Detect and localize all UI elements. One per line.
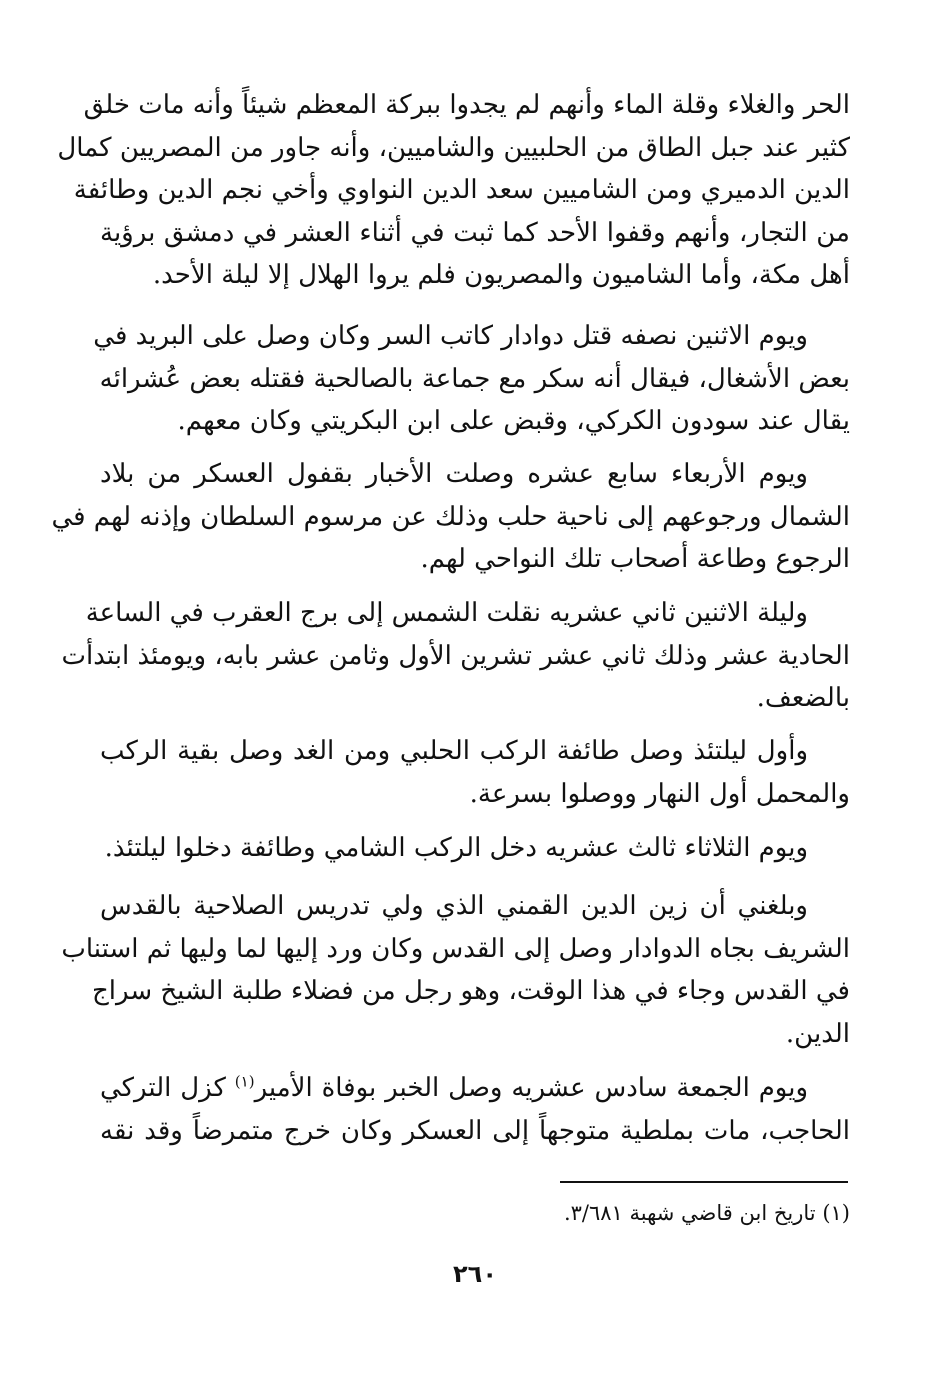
paragraph-2: [93, 315, 850, 443]
page-number: ٢٦٠: [453, 1260, 497, 1288]
text-line: كثير عند جبل الطاق من الحلبيين والشاميين، وأنه جاور من المصريين كمال: [57, 132, 850, 163]
text-line: أهل مكة، وأما الشاميون والمصريون فلم يروا الهلال إلا ليلة الأحد.: [152, 260, 850, 290]
text-line: بعض الأشغال، فيقال أنه سكر مع جماعة بالصالحية فقتله بعض عُشرائه: [99, 363, 850, 394]
text-segment: كزل التركي: [100, 1073, 226, 1103]
text-line: الحر والغلاء وقلة الماء وأنهم لم يجدوا ببركة المعظم شيئاً وأنه مات خلق: [83, 90, 850, 120]
text-line: الحادية عشر وذلك ثاني عشر تشرين الأول وثامن عشر بابه، ويومئذ ابتدأت: [61, 640, 850, 671]
text-line: الحاجب، مات بملطية متوجهاً إلى العسكر وكان خرج متمرضاً وقد نقه: [100, 1115, 850, 1146]
text-line: من التجار، وأنهم وقفوا الأحد كما ثبت في أثناء العشر في دمشق برؤية: [100, 217, 850, 248]
text-line: الدين الدميري ومن الشاميين سعد الدين النواوي وأخي نجم الدين وطائفة: [73, 175, 850, 205]
paragraph-4: [61, 592, 850, 720]
text-line: [100, 1067, 850, 1110]
text-line: وليلة الاثنين ثاني عشريه نقلت الشمس إلى برج العقرب في الساعة: [85, 598, 808, 628]
footnote-marker: (١): [822, 1201, 850, 1225]
text-line: وأول ليلتئذ وصل طائفة الركب الحلبي ومن الغد وصل بقية الركب: [100, 736, 808, 766]
text-line: الدين.: [785, 1018, 850, 1049]
paragraph-3: [51, 453, 850, 581]
text-line: ويوم الاثنين نصفه قتل دوادار كاتب السر وكان وصل على البريد في: [93, 321, 808, 351]
footnote-divider: [560, 1181, 848, 1183]
paragraph-7: [61, 885, 850, 1055]
paragraph-5: [100, 730, 850, 815]
paragraph-1: [57, 84, 850, 297]
text-line: يقال عند سودون الكركي، وقبض على ابن البكريتي وكان معهم.: [177, 406, 850, 436]
text-line: في القدس وجاء في هذا الوقت، وهو رجل من فضلاء طلبة الشيخ سراج: [92, 976, 850, 1006]
text-segment: ويوم الجمعة سادس عشريه وصل الخبر بوفاة الأمير: [254, 1073, 809, 1103]
text-line: وبلغني أن زين الدين القمني الذي ولي تدريس الصلاحية بالقدس: [100, 891, 808, 921]
paragraph-8: [100, 1067, 850, 1152]
text-line: الرجوع وطاعة أصحاب تلك النواحي لهم.: [420, 544, 850, 574]
paragraph-6: [100, 827, 850, 870]
text-line: الشمال ورجوعهم إلى ناحية حلب وذلك عن مرسوم السلطان وإذنه لهم في: [51, 501, 850, 532]
text-line: الشريف بجاه الدوادار وصل إلى القدس وكان ورد إليها لما وليها ثم استناب: [61, 933, 850, 964]
footnote-text: تاريخ ابن قاضي شهبة ٣/٦٨١.: [563, 1201, 816, 1225]
footnote: [300, 1198, 850, 1228]
footnote-reference[interactable]: (١): [234, 1072, 255, 1091]
text-line: والمحمل أول النهار ووصلوا بسرعة.: [469, 778, 850, 809]
text-line: بالضعف.: [756, 683, 850, 713]
text-line: ويوم الأربعاء سابع عشره وصلت الأخبار بقفول العسكر من بلاد: [100, 459, 808, 489]
text-line: ويوم الثلاثاء ثالث عشريه دخل الركب الشامي وطائفة دخلوا ليلتئذ.: [104, 833, 808, 863]
